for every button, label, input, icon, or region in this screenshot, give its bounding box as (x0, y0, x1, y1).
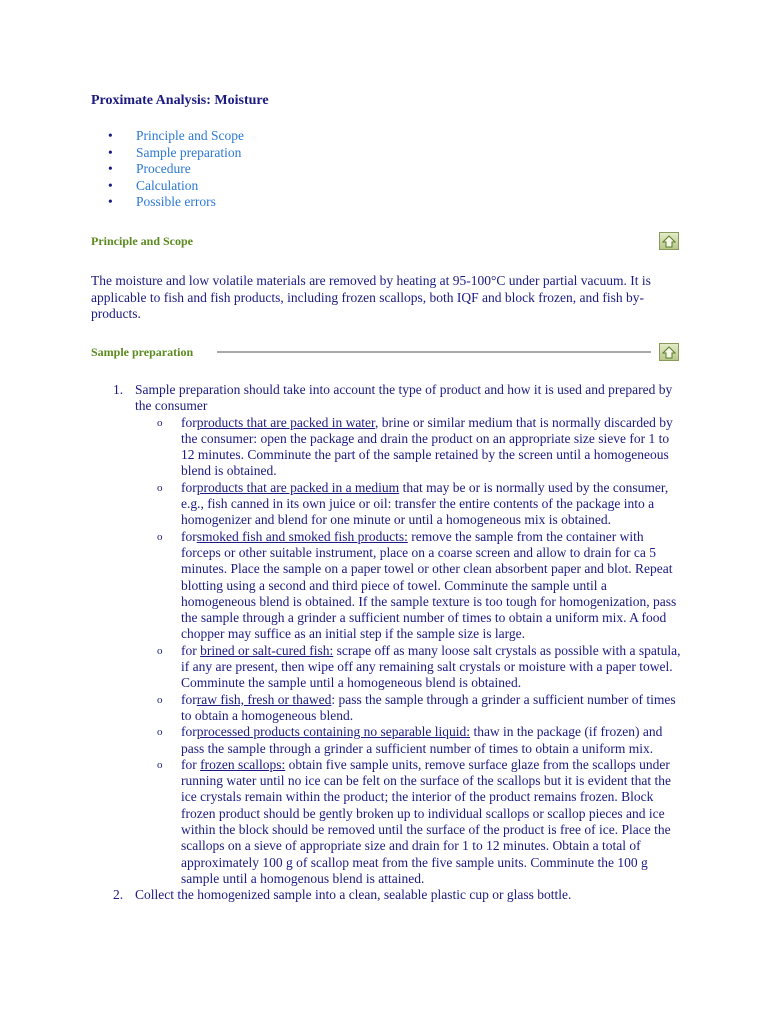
sub-item: o forprocessed products containing no separable liquid: thaw in the package (if frozen) and pass the sample through a grinder a sufficient number of times to obtain a uniform mix. (157, 724, 663, 756)
principle-text: The moisture and low volatile materials are removed by heating at 95-100°C under partial vacuum. It is applicable to fish and fish products, including frozen scallops, both IQF and block frozen, and fish by-products. (91, 273, 651, 321)
table-of-contents (108, 128, 244, 211)
home-up-icon (662, 235, 676, 248)
step-item (91, 887, 681, 903)
product-type-link[interactable]: brined or salt-cured fish: (200, 642, 334, 658)
section-heading-principle (91, 231, 679, 251)
toc-link-calculation[interactable]: Calculation (136, 177, 199, 193)
product-type-link[interactable]: frozen scallops: (200, 756, 286, 772)
section-title: Principle and Scope (91, 233, 194, 248)
step-number: 1. (113, 382, 124, 397)
sub-item: o forproducts that are packed in water, brine or similar medium that is normally discarded by the consumer: open the package and drain the product on an appropriate size sieve for 1 to 12 minutes. Comminute the part of the sample retained by the screen until a homogeneous blend is obtained. (157, 414, 673, 479)
product-type-link[interactable]: raw fish, fresh or thawed (196, 691, 332, 707)
product-type-link[interactable]: processed products containing no separable liquid: (196, 724, 471, 740)
page-title: Proximate Analysis: Moisture (91, 93, 269, 108)
home-up-icon (662, 346, 676, 359)
toc-item: • Possible errors (108, 194, 216, 209)
toc-link-principle[interactable]: Principle and Scope (136, 128, 244, 143)
sub-item: o for frozen scallops: obtain five sample units, remove surface glaze from the scallops under running water until no ice can be felt on the surface of the scallops but it is evident that the ice crystals remain within the product; the interior of the product remains frozen. Block frozen product should be gently broken up to individual scallops or scallop pieces and ice within the block should be removed until the surface of the product is free of ice. Place the scallops on a sieve of appropriate size and drain for 1 to 12 minutes. Obtain a total of approximately 100 g of scallop meat from the five sample units. Comminute the 100 g sample until a homogenous blend is attained. (157, 756, 671, 886)
back-to-top-button[interactable] (659, 232, 679, 250)
step-text: Sample preparation should take into account the type of product and how it is used and prepared by the consumer (135, 382, 673, 414)
back-to-top-button[interactable] (659, 343, 679, 361)
section-heading-sample-preparation (91, 342, 679, 362)
toc-item: • Calculation (108, 177, 199, 193)
toc-link-sample-preparation[interactable]: Sample preparation (136, 144, 242, 160)
step-text: Collect the homogenized sample into a clean, sealable plastic cup or glass bottle. (135, 887, 572, 903)
sub-item: o forraw fish, fresh or thawed: pass the sample through a grinder a sufficient number of times to obtain a homogeneous blend. (157, 691, 676, 723)
toc-item: • Principle and Scope (108, 128, 244, 143)
toc-link-procedure[interactable]: Procedure (136, 161, 191, 176)
toc-item: • Sample preparation (108, 144, 242, 160)
sub-item: o forsmoked fish and smoked fish products: remove the sample from the container with forceps or other suitable instrument, place on a coarse screen and allow to drain for ca 5 minutes. Place the sample on a paper towel or other clean absorbent paper and blot. Repeat blotting using a second and third piece of towel. Comminute the sample until a homogeneous blend is obtained. If the sample texture is too tough for homogenization, pass the sample through a grinder a sufficient number of times to obtain a uniform mix. A food chopper may suffice as an initial step if the sample size is large. (157, 528, 677, 642)
product-type-link[interactable]: smoked fish and smoked fish products: (196, 528, 408, 544)
sample-preparation-steps (91, 382, 681, 904)
step-item (91, 382, 681, 887)
toc-item: • Procedure (108, 161, 191, 176)
section-title: Sample preparation (91, 344, 194, 359)
product-type-link[interactable]: products that are packed in water (196, 414, 376, 430)
toc-link-possible-errors[interactable]: Possible errors (136, 194, 216, 209)
sub-list (135, 415, 681, 888)
product-type-link[interactable]: products that are packed in a medium (196, 479, 400, 495)
sub-item: o forproducts that are packed in a medium that may be or is normally used by the consumer, e.g., fish canned in its own juice or oil: transfer the entire contents of the package into a homogenizer and blend for one minute or until a homogeneous mix is obtained. (157, 479, 669, 528)
step-number: 2. (113, 887, 124, 903)
section-divider (217, 351, 651, 353)
sub-item: o for brined or salt-cured fish: scrape off as many loose salt crystals as possible with a spatula, if any are present, then wipe off any remaining salt crystals or moisture with a paper towel. Comminute the sample until a homogeneous blend is obtained. (157, 642, 681, 691)
